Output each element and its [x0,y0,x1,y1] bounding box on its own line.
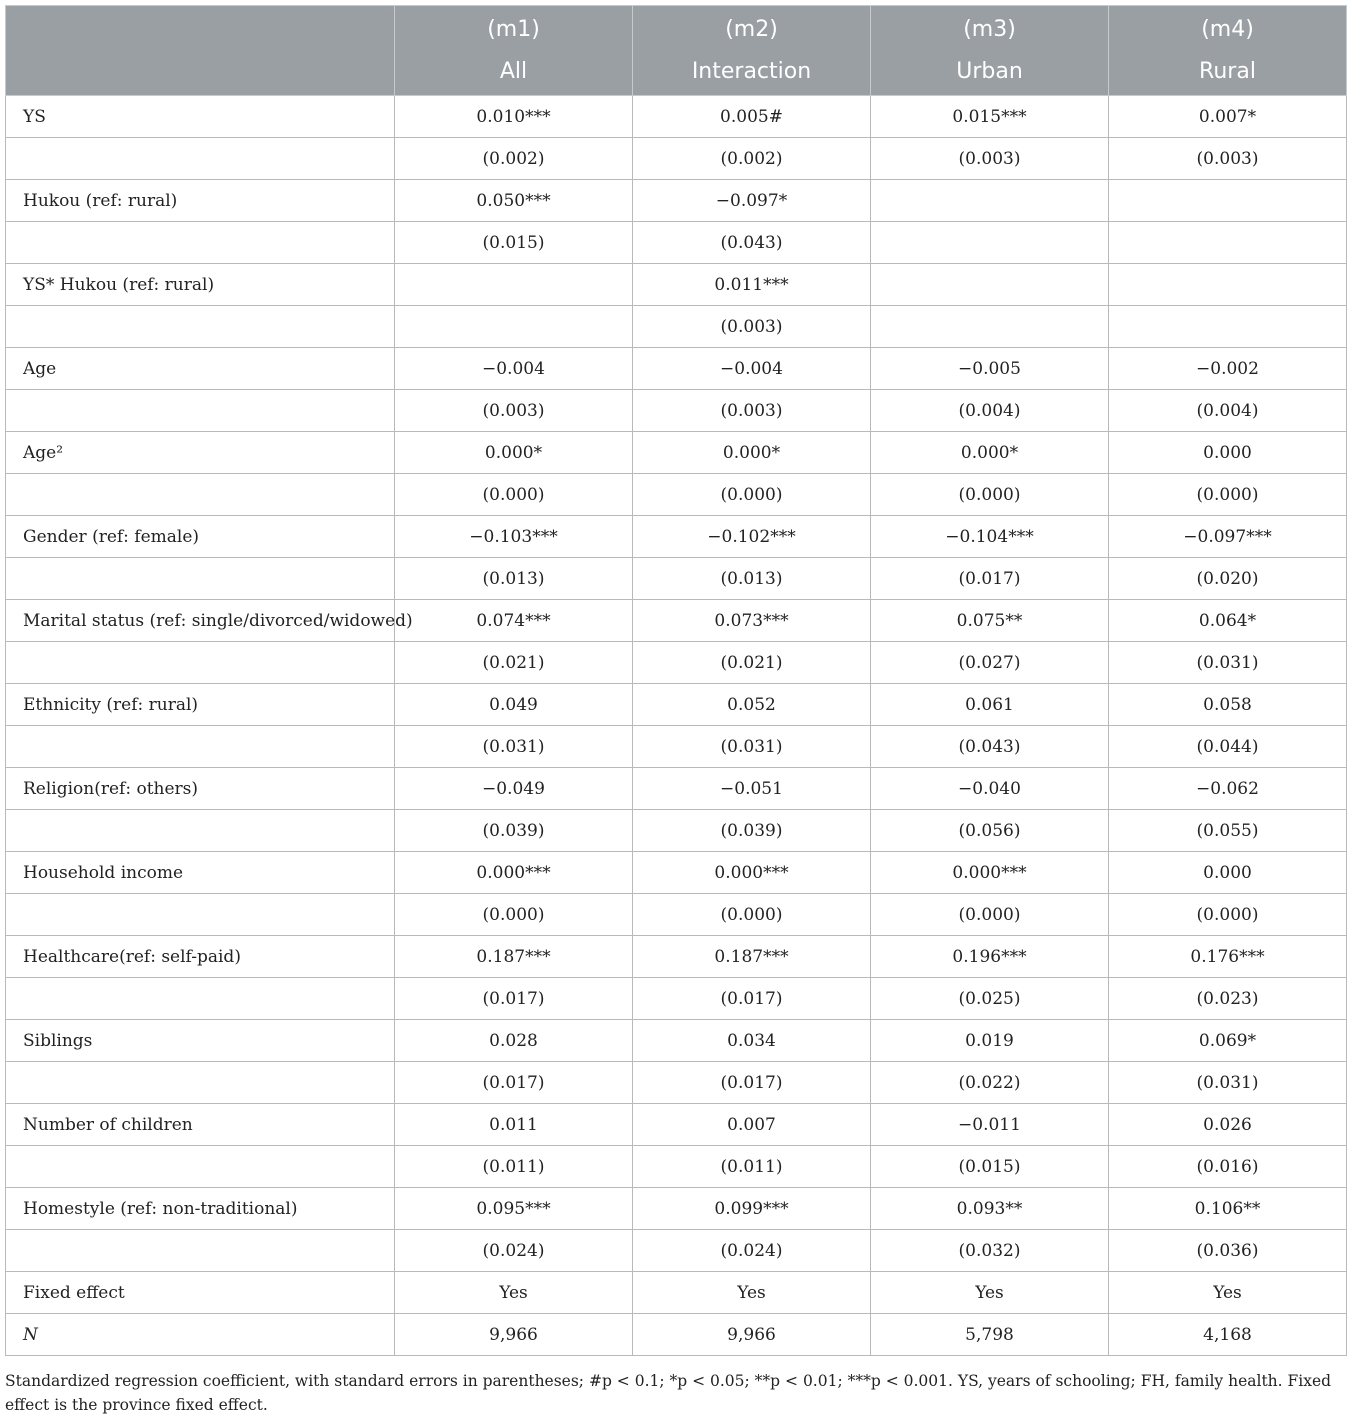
model-header [871,6,1109,96]
table-cell: (0.032) [871,1230,1109,1272]
row-label [6,138,395,180]
table-cell: 0.007* [1109,96,1347,138]
table-cell: 0.000*** [871,852,1109,894]
table-cell: (0.002) [395,138,633,180]
header-row [6,6,1347,96]
model-id: (m2) [725,16,778,42]
table-cell: 0.095*** [395,1188,633,1230]
table-cell: Yes [633,1272,871,1314]
table-cell: Yes [395,1272,633,1314]
table-cell: (0.017) [633,1062,871,1104]
table-cell: (0.020) [1109,558,1347,600]
table-row [6,810,1347,852]
table-cell: (0.013) [633,558,871,600]
table-cell: (0.004) [871,390,1109,432]
table-cell: (0.021) [633,642,871,684]
model-name: Interaction [691,58,812,84]
table-row [6,768,1347,810]
table-cell: −0.097*** [1109,516,1347,558]
row-label [6,474,395,516]
table-row [6,1314,1347,1356]
table-cell: 0.007 [633,1104,871,1146]
table-cell: 0.011*** [633,264,871,306]
table-cell: 0.075** [871,600,1109,642]
row-label: Ethnicity (ref: rural) [6,684,395,726]
row-label: Hukou (ref: rural) [6,180,395,222]
table-cell: 0.049 [395,684,633,726]
table-cell: (0.024) [395,1230,633,1272]
table-cell: (0.004) [1109,390,1347,432]
table-cell: 0.028 [395,1020,633,1062]
table-cell [1109,306,1347,348]
row-label [6,306,395,348]
row-label [6,1230,395,1272]
table-row [6,474,1347,516]
table-cell: (0.039) [633,810,871,852]
table-row [6,432,1347,474]
table-cell: 0.034 [633,1020,871,1062]
table-cell: −0.040 [871,768,1109,810]
table-row [6,1062,1347,1104]
table-cell: (0.011) [395,1146,633,1188]
table-row [6,1020,1347,1062]
table-cell: 0.019 [871,1020,1109,1062]
model-id: (m4) [1201,16,1254,42]
table-row [6,600,1347,642]
table-cell: (0.031) [395,726,633,768]
table-cell: 0.000 [1109,852,1347,894]
table-row [6,684,1347,726]
table-cell: (0.003) [633,390,871,432]
table-cell [871,222,1109,264]
table-cell: (0.000) [633,474,871,516]
table-cell: 0.073*** [633,600,871,642]
table-cell: −0.104*** [871,516,1109,558]
table-cell: −0.102*** [633,516,871,558]
table-cell: −0.002 [1109,348,1347,390]
table-cell: (0.056) [871,810,1109,852]
table-row [6,894,1347,936]
row-label: N [6,1314,395,1356]
table-cell: 0.074*** [395,600,633,642]
row-label: Fixed effect [6,1272,395,1314]
table-cell: 0.000* [395,432,633,474]
table-cell: (0.031) [1109,1062,1347,1104]
table-row [6,978,1347,1020]
table-cell: 0.187*** [633,936,871,978]
table-cell: (0.015) [871,1146,1109,1188]
table-row [6,96,1347,138]
table-cell: (0.017) [395,1062,633,1104]
table-cell: 0.010*** [395,96,633,138]
table-cell: (0.043) [871,726,1109,768]
table-row [6,726,1347,768]
table-cell: (0.000) [395,894,633,936]
table-cell: 0.069* [1109,1020,1347,1062]
row-label [6,1146,395,1188]
table-cell: 0.052 [633,684,871,726]
table-cell [395,306,633,348]
row-label [6,726,395,768]
row-label [6,558,395,600]
row-label [6,810,395,852]
model-id: (m3) [963,16,1016,42]
table-cell: 0.015*** [871,96,1109,138]
table-row [6,1272,1347,1314]
table-body [6,96,1347,1356]
model-header [1109,6,1347,96]
table-cell: (0.016) [1109,1146,1347,1188]
table-cell [395,264,633,306]
table-row [6,1104,1347,1146]
table-cell: (0.039) [395,810,633,852]
table-row [6,1230,1347,1272]
table-row [6,390,1347,432]
table-cell: (0.021) [395,642,633,684]
table-cell: 0.099*** [633,1188,871,1230]
table-cell: (0.000) [871,474,1109,516]
row-label [6,894,395,936]
table-cell: 0.000* [633,432,871,474]
model-id: (m1) [487,16,540,42]
table-cell: 0.061 [871,684,1109,726]
table-cell: 0.106** [1109,1188,1347,1230]
table-cell: −0.004 [633,348,871,390]
table-footnote: Standardized regression coefficient, with standard errors in parentheses; #p < 0.1; *p < 0.05; **p < 0.01; ***p < 0.001. YS, years of schooling; FH, family health. Fixed effect is the province fixed effect. [5,1372,1332,1414]
table-row [6,936,1347,978]
table-cell: 9,966 [395,1314,633,1356]
model-name: All [499,58,528,84]
row-label: Religion(ref: others) [6,768,395,810]
table-row [6,348,1347,390]
row-label [6,390,395,432]
row-label: Number of children [6,1104,395,1146]
table-cell: (0.017) [871,558,1109,600]
table-cell: −0.011 [871,1104,1109,1146]
table-cell: (0.025) [871,978,1109,1020]
table-row [6,138,1347,180]
table-cell: (0.036) [1109,1230,1347,1272]
model-name: Urban [956,58,1023,84]
table-cell: −0.062 [1109,768,1347,810]
row-label: Household income [6,852,395,894]
model-name: Rural [1199,58,1256,84]
row-label: Marital status (ref: single/divorced/widowed) [6,600,395,642]
table-row [6,1188,1347,1230]
model-header [395,6,633,96]
row-label: Siblings [6,1020,395,1062]
table-cell: 0.058 [1109,684,1347,726]
table-cell: 0.064* [1109,600,1347,642]
row-label: YS [6,96,395,138]
table-cell: −0.049 [395,768,633,810]
table-cell: 5,798 [871,1314,1109,1356]
table-row [6,516,1347,558]
table-cell: (0.003) [1109,138,1347,180]
table-cell: (0.013) [395,558,633,600]
table-cell: 0.011 [395,1104,633,1146]
table-cell [871,264,1109,306]
table-cell: (0.023) [1109,978,1347,1020]
table-row [6,1146,1347,1188]
table-row [6,642,1347,684]
table-cell: (0.003) [633,306,871,348]
regression-table [5,5,1347,1356]
row-label [6,642,395,684]
table-cell: 0.000*** [395,852,633,894]
table-cell: (0.015) [395,222,633,264]
table-cell: 0.000*** [633,852,871,894]
table-cell: (0.031) [1109,642,1347,684]
table-cell: Yes [871,1272,1109,1314]
table-cell: Yes [1109,1272,1347,1314]
row-label: Age [6,348,395,390]
table-cell: (0.022) [871,1062,1109,1104]
table-cell: 0.176*** [1109,936,1347,978]
row-label: YS* Hukou (ref: rural) [6,264,395,306]
table-cell: (0.031) [633,726,871,768]
row-label [6,1062,395,1104]
table-cell [1109,222,1347,264]
table-cell: 0.000 [1109,432,1347,474]
table-cell [1109,180,1347,222]
row-label: Homestyle (ref: non-traditional) [6,1188,395,1230]
table-cell [871,306,1109,348]
table-cell: (0.000) [1109,474,1347,516]
table-cell: 0.196*** [871,936,1109,978]
table-cell: −0.097* [633,180,871,222]
table-cell: (0.002) [633,138,871,180]
table-cell: 9,966 [633,1314,871,1356]
table-cell [1109,264,1347,306]
row-label [6,978,395,1020]
table-cell: (0.003) [871,138,1109,180]
table-cell: 0.187*** [395,936,633,978]
table-cell: (0.011) [633,1146,871,1188]
stub-header [6,6,395,96]
table-cell: (0.003) [395,390,633,432]
table-cell [871,180,1109,222]
table-cell: −0.051 [633,768,871,810]
row-label: Gender (ref: female) [6,516,395,558]
table-cell: (0.027) [871,642,1109,684]
table-cell: 4,168 [1109,1314,1347,1356]
table-cell: −0.004 [395,348,633,390]
table-cell: (0.024) [633,1230,871,1272]
table-cell: (0.000) [395,474,633,516]
table-cell: 0.026 [1109,1104,1347,1146]
table-row [6,852,1347,894]
table-row [6,222,1347,264]
table-row [6,264,1347,306]
table-cell: (0.000) [1109,894,1347,936]
table-cell: 0.000* [871,432,1109,474]
table-cell: 0.093** [871,1188,1109,1230]
table-cell: 0.005# [633,96,871,138]
table-row [6,180,1347,222]
row-label [6,222,395,264]
table-cell: (0.017) [395,978,633,1020]
table-cell: (0.000) [871,894,1109,936]
table-cell: (0.017) [633,978,871,1020]
row-label: Healthcare(ref: self-paid) [6,936,395,978]
table-cell: −0.103*** [395,516,633,558]
table-cell: (0.043) [633,222,871,264]
table-row [6,306,1347,348]
table-cell: (0.055) [1109,810,1347,852]
table-cell: 0.050*** [395,180,633,222]
row-label: Age² [6,432,395,474]
table-cell: −0.005 [871,348,1109,390]
table-cell: (0.000) [633,894,871,936]
model-header [633,6,871,96]
table-cell: (0.044) [1109,726,1347,768]
table-row [6,558,1347,600]
